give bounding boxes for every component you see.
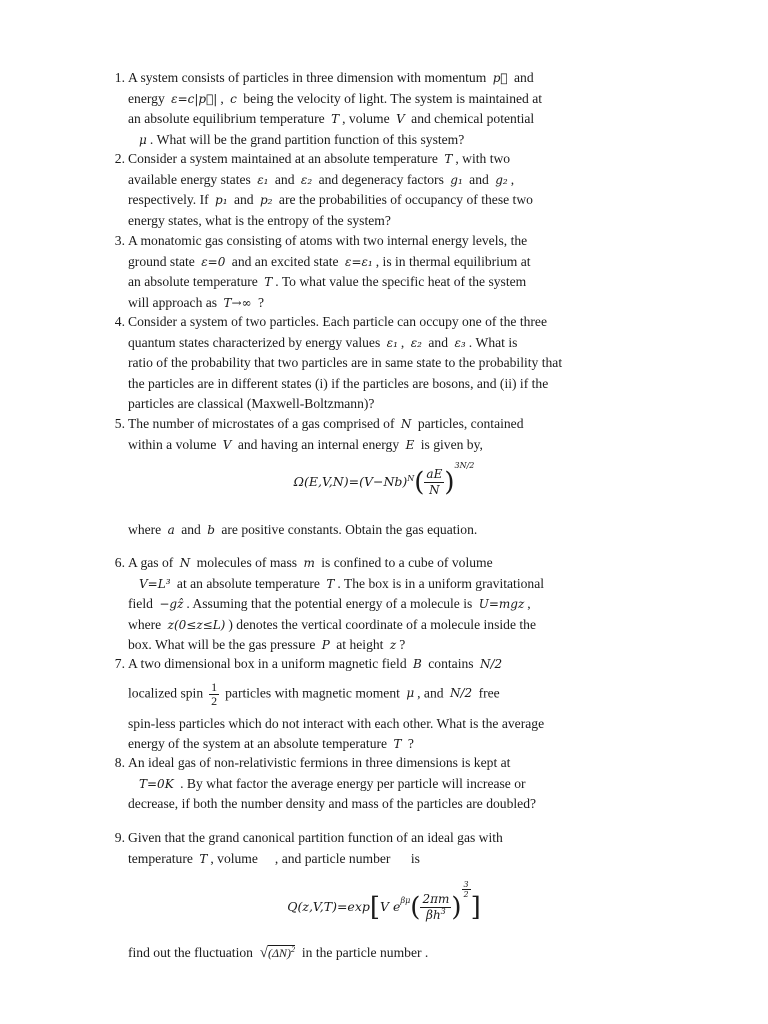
text: and bbox=[181, 522, 201, 537]
question-1 bbox=[103, 68, 617, 150]
text: A gas of bbox=[128, 555, 174, 570]
text: . To what value the specific heat of the system bbox=[275, 274, 527, 289]
text: is confined to a cube of volume bbox=[321, 555, 493, 570]
text: available energy states bbox=[128, 171, 251, 187]
fraction bbox=[420, 892, 451, 923]
text: localized spin bbox=[128, 685, 204, 701]
text: ratio of the probability that two particles are in same state to the probability that bbox=[128, 355, 563, 370]
math-symbol: (ΔN) bbox=[268, 946, 292, 960]
math-symbol: ε₂ bbox=[300, 172, 313, 187]
denominator: 2 bbox=[211, 693, 218, 708]
text: and an excited state bbox=[231, 253, 339, 269]
math-symbol: T bbox=[199, 851, 208, 866]
question-7 bbox=[103, 654, 617, 755]
math-symbol: z(0≤z≤L) bbox=[167, 617, 226, 632]
text: an absolute equilibrium temperature bbox=[128, 111, 325, 126]
math-symbol: c bbox=[230, 91, 237, 106]
text: ground state bbox=[128, 253, 195, 269]
numerator: 3 bbox=[463, 880, 469, 889]
paren-close: ) bbox=[444, 467, 455, 498]
question-5 bbox=[103, 414, 617, 455]
text: particles with magnetic moment bbox=[225, 685, 400, 701]
exponent: 3N/2 bbox=[454, 461, 475, 470]
text: , volume bbox=[210, 850, 258, 866]
text: box. What will be the gas pressure bbox=[128, 637, 316, 652]
text: particles, contained bbox=[417, 416, 524, 431]
question-number: 6. bbox=[114, 555, 125, 570]
math-symbol: T→∞ bbox=[223, 295, 252, 310]
math-symbol: −gẑ bbox=[159, 597, 184, 611]
text: A two dimensional box in a uniform magnetic field bbox=[128, 656, 407, 671]
text: and chemical potential bbox=[411, 111, 535, 126]
math-symbol: B bbox=[413, 657, 422, 671]
equation-lhs: Ω(E,V,N)=(V−Nb) bbox=[293, 474, 408, 489]
sqrt-icon: √ bbox=[259, 945, 268, 961]
text: at an absolute temperature bbox=[176, 575, 320, 591]
question-6 bbox=[103, 553, 617, 656]
text: A system consists of particles in three dimension with momentum bbox=[128, 70, 487, 85]
text: energy bbox=[128, 90, 165, 106]
math-symbol: μ bbox=[139, 132, 147, 147]
text: . The box is in a uniform gravitational bbox=[337, 575, 545, 591]
equation-term: V e bbox=[380, 899, 401, 914]
text: Consider a system maintained at an absolute temperature bbox=[128, 151, 438, 166]
equation-lhs: Q(z,V,T)=exp bbox=[287, 899, 370, 914]
text: particles are classical (Maxwell-Boltzmann)? bbox=[128, 396, 375, 411]
text: molecules of mass bbox=[196, 555, 298, 570]
denominator: 2 bbox=[463, 890, 469, 899]
text: are positive constants. Obtain the gas equation. bbox=[221, 522, 478, 537]
text: , bbox=[220, 90, 224, 106]
math-symbol: ε₂ bbox=[410, 335, 422, 350]
question-number: 7. bbox=[114, 656, 125, 671]
question-3 bbox=[103, 231, 617, 313]
text: temperature bbox=[128, 850, 193, 866]
text: An ideal gas of non-relativistic fermions in three dimensions is kept at bbox=[128, 755, 511, 770]
bracket-open: [ bbox=[369, 892, 381, 923]
text: and bbox=[514, 70, 534, 85]
text: being the velocity of light. The system is maintained at bbox=[243, 90, 543, 106]
paren-close: ) bbox=[451, 892, 462, 923]
text: energy of the system at an absolute temperature bbox=[128, 736, 388, 751]
text: where bbox=[128, 616, 162, 632]
text: the particles are in different states (i) if the particles are bosons, and (ii) if the bbox=[128, 375, 549, 391]
math-symbol: ε₃ bbox=[454, 335, 466, 350]
text: . By what factor the average energy per particle will increase or bbox=[180, 775, 526, 791]
math-symbol: m bbox=[303, 556, 315, 570]
math-symbol: T bbox=[331, 112, 340, 126]
question-8 bbox=[103, 753, 617, 815]
text: , bbox=[527, 596, 531, 611]
text: and bbox=[274, 171, 295, 187]
superscript: 3 bbox=[440, 907, 446, 916]
text: and bbox=[428, 334, 449, 350]
text: and bbox=[233, 192, 254, 207]
math-symbol: V bbox=[396, 112, 405, 126]
paren-open: ( bbox=[410, 892, 421, 923]
math-symbol: E bbox=[405, 437, 415, 452]
text: , with two bbox=[455, 151, 511, 166]
fraction-half bbox=[209, 681, 219, 708]
equation-microstates bbox=[0, 461, 768, 498]
superscript: βμ bbox=[400, 896, 411, 905]
text: , volume bbox=[342, 111, 390, 126]
superscript: 2 bbox=[291, 945, 296, 954]
text: and degeneracy factors bbox=[318, 171, 444, 187]
text: in the particle number . bbox=[301, 945, 429, 960]
numerator: 2πm bbox=[422, 892, 450, 906]
math-symbol: ε₁ bbox=[257, 172, 269, 187]
text: . What will be the grand partition function of this system? bbox=[149, 131, 465, 147]
question-4 bbox=[103, 312, 617, 415]
numerator: aE bbox=[426, 467, 443, 481]
question-number: 9. bbox=[114, 830, 125, 845]
text: . Assuming that the potential energy of a molecule is bbox=[186, 596, 473, 611]
question-number: 2. bbox=[114, 151, 125, 166]
math-symbol: U=mgz bbox=[478, 597, 525, 611]
text: . What is bbox=[468, 334, 518, 350]
question-number: 8. bbox=[114, 755, 125, 770]
text: , and bbox=[417, 685, 444, 701]
fraction bbox=[424, 467, 444, 498]
math-symbol: V bbox=[222, 437, 232, 452]
math-symbol: g₁ bbox=[450, 172, 463, 187]
question-number: 3. bbox=[114, 233, 125, 248]
text: ) denotes the vertical coordinate of a molecule inside the bbox=[228, 616, 536, 632]
question-number: 5. bbox=[114, 416, 125, 431]
where-line bbox=[128, 520, 477, 541]
math-symbol: μ bbox=[406, 686, 415, 701]
text: free bbox=[478, 685, 500, 701]
math-symbol: z bbox=[389, 638, 397, 652]
math-symbol: p₁ bbox=[215, 193, 228, 207]
text: energy states, what is the entropy of the system? bbox=[128, 212, 391, 228]
text: ? bbox=[407, 736, 414, 751]
math-symbol: b bbox=[207, 523, 215, 537]
math-symbol: V=L³ bbox=[139, 576, 171, 591]
text: quantum states characterized by energy values bbox=[128, 334, 381, 350]
text: The number of microstates of a gas comprised of bbox=[128, 416, 395, 431]
fluctuation-line bbox=[128, 943, 428, 964]
math-symbol: N/2 bbox=[479, 657, 503, 671]
text: , is in thermal equilibrium at bbox=[375, 253, 531, 269]
math-symbol: p⃗ bbox=[492, 71, 508, 85]
question-9 bbox=[103, 828, 617, 869]
text: Consider a system of two particles. Each particle can occupy one of the three bbox=[128, 314, 547, 329]
text: ? bbox=[399, 637, 406, 652]
text: A monatomic gas consisting of atoms with two internal energy levels, the bbox=[128, 233, 528, 248]
text: at height bbox=[336, 637, 384, 652]
math-symbol: P bbox=[321, 638, 330, 652]
numerator: 1 bbox=[211, 679, 218, 694]
text: where bbox=[128, 522, 162, 537]
math-symbol: T=0K bbox=[139, 776, 174, 791]
math-symbol: N bbox=[179, 556, 191, 570]
paren-open: ( bbox=[414, 467, 425, 498]
math-symbol: ε=ε₁ bbox=[345, 254, 373, 269]
math-symbol: N/2 bbox=[449, 686, 473, 701]
text: , bbox=[400, 334, 405, 350]
math-symbol: a bbox=[167, 523, 175, 537]
math-symbol: N bbox=[400, 417, 412, 431]
text: ? bbox=[257, 294, 265, 310]
text: and having an internal energy bbox=[237, 436, 400, 452]
text: , and particle number bbox=[274, 850, 391, 866]
question-number: 1. bbox=[114, 70, 125, 85]
math-symbol: ε=0 bbox=[201, 254, 226, 269]
denominator bbox=[420, 908, 451, 923]
exponent-fraction bbox=[462, 880, 471, 899]
text: find out the fluctuation bbox=[128, 945, 253, 960]
text: is given by, bbox=[420, 436, 483, 452]
text: respectively. If bbox=[128, 192, 209, 207]
text: decrease, if both the number density and mass of the particles are doubled? bbox=[128, 796, 537, 811]
superscript: N bbox=[407, 473, 415, 483]
text: are the probabilities of occupancy of these two bbox=[278, 192, 533, 207]
text: Given that the grand canonical partition function of an ideal gas with bbox=[128, 830, 503, 845]
math-symbol: T bbox=[444, 152, 453, 166]
equation-grand-partition bbox=[0, 880, 768, 923]
math-symbol: T bbox=[393, 737, 402, 751]
bracket-close: ] bbox=[470, 892, 481, 923]
denominator: N bbox=[429, 483, 440, 497]
text: and bbox=[469, 171, 489, 187]
text: field bbox=[128, 596, 153, 611]
math-symbol: T bbox=[264, 275, 273, 289]
text: , bbox=[510, 171, 515, 187]
math-symbol: g₂ bbox=[495, 172, 508, 187]
text: will approach as bbox=[128, 294, 218, 310]
text: contains bbox=[428, 656, 474, 671]
math-symbol: ε₁ bbox=[386, 335, 398, 350]
question-number: 4. bbox=[114, 314, 125, 329]
text: an absolute temperature bbox=[128, 274, 258, 289]
text: spin-less particles which do not interact with each other. What is the average bbox=[128, 715, 545, 731]
radicand bbox=[268, 945, 295, 960]
math-symbol: ε=c|p⃗| bbox=[171, 91, 218, 106]
math-symbol: T bbox=[326, 576, 335, 591]
math-symbol: p₂ bbox=[260, 193, 273, 207]
text: within a volume bbox=[128, 436, 217, 452]
question-2 bbox=[103, 149, 617, 231]
text: is bbox=[410, 850, 420, 866]
denominator-text: βh bbox=[426, 908, 441, 922]
